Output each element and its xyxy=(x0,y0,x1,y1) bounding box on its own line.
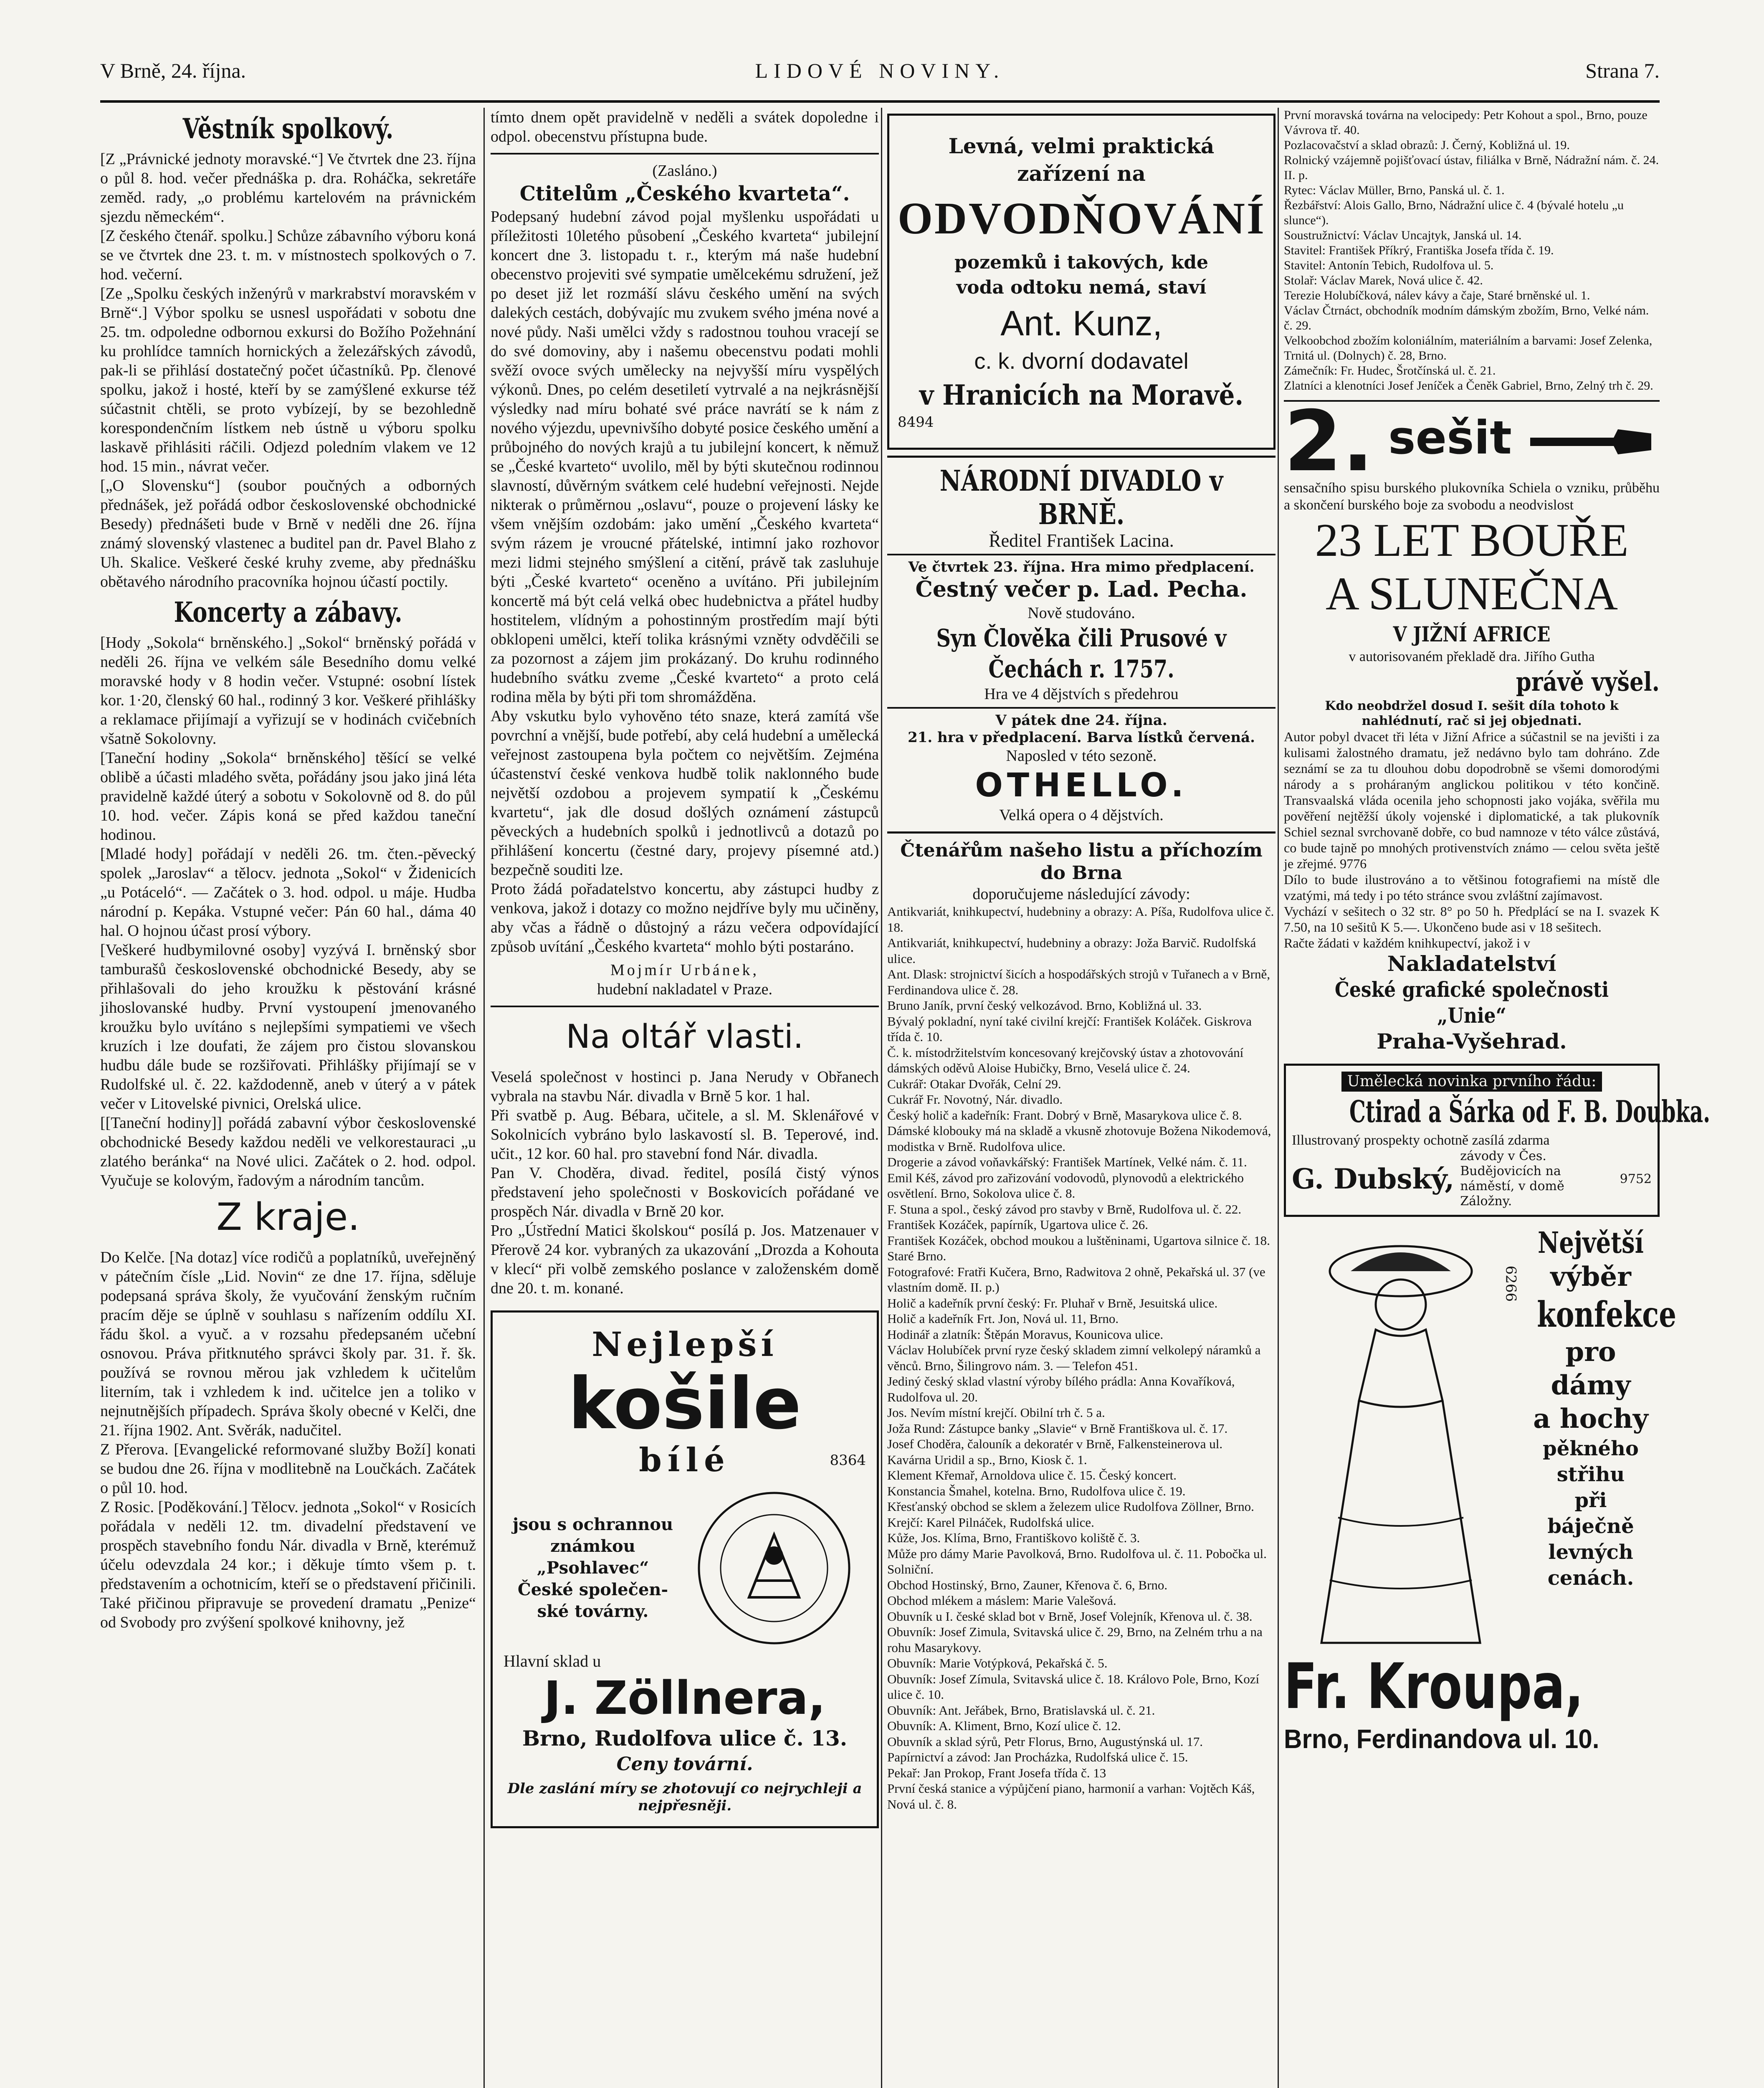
ctenarum-subtitle: doporučujeme následující závody: xyxy=(972,885,1190,903)
ad-footer: Dle zaslání míry se zhotovují co nejrychleji a nejpřesněji. xyxy=(507,1780,862,1814)
column-4 xyxy=(1284,108,1711,2088)
doporucene-zavody-list: Antikvariát, knihkupectví, hudebniny a obrazy: A. Píša, Rudolfova ulice č. 18. Antikvariát, knihkupectví, hudebniny a obrazy: Joža Barvič. Rudolfská ulice. Ant. Dlask: strojnictví šicích a hospodářských strojů v Tuřanech a v Brně, Ferdinandova ulice č. 28. Bruno Janík, první český velkozávod. Brno, Kobližná ul. 33. Bývalý pokladní, nyní také civilní krejčí: František Koláček. Giskrova třída č. 10. Č. k. místodržitelstvím koncesovaný krejčovský ústav a zhotovování dámských oděvů Aloise Hubičky, Brno, Veselá ulice č. 24. Cukrář: Otakar Dvořák, Celní 29. Cukrář Fr. Novotný, Nár. divadlo. Český holič a kadeřník: Frant. Dobrý v Brně, Masarykova ulice č. 8. Dámské klobouky má na skladě a vkusně zhotovuje Božena Nikodemová, modistka v Brně. Rudolfova ulice. Drogerie a závod voňavkářský: František Martínek, Velké nám. č. 11. Emil Kéš, závod pro zařizování vodovodů, plynovodů a elektrického osvětlení. Brno, Sokolova ulice č. 8. F. Stuna a spol., český závod pro stavby v Brně, Rudolfova ul. č. 22. František Kozáček, papírník, Ugartova ulice č. 26. František Kozáček, obchod moukou a luštěninami, Ugartova silnice č. 18. Staré Brno. Fotografové: Fratři Kučera, Brno, Radwitova 2 ohně, Pekařská ul. 37 (ve vlastním domě. II. p.) Holič a kadeřník první český: Fr. Pluhař v Brně, Jesuitská ulice. Holič a kadeřník Frt. Jon, Nová ul. 11, Brno. Hodinář a zlatník: Štěpán Moravus, Kounicova ulice. Václav Holubíček první ryze český skladem zimní velkolepý náramků a věnců. Brno, Šilingrovo nám. 3. — Telefon 451. Jediný český sklad vlastní výroby bílého prádla: Anna Kovaříková, Rudolfova ul. 20. Jos. Nevím místní krejčí. Obilní trh č. 5 a. Joža Rund: Zástupce banky „Slavie“ v Brně Františkova ul. č. 17. Josef Choděra, čalouník a dekoratér v Brně, Falkensteinerova ul. Kavárna Uridil a sp., Brno, Kiosk č. 1. Klement Křemař, Arnoldova ulice č. 15. Český koncert. Konstancia Šmahel, kotelna. Brno, Rudolfova ulice č. 19. Křesťanský obchod se sklem a železem ulice Rudolfova Zöllner, Brno. Krejčí: Karel Pilnáček, Rudolfská ulice. Kůže, Jos. Klíma, Brno, Františkovo koliště č. 3. Může pro dámy Marie Pavolková, Brno. Rudolfova ul. č. 11. Pobočka ul. Solniční. Obchod Hostinský, Brno, Zauner, Křenova č. 6, Brno. Obchod mlékem a máslem: Marie Valešová. Obuvník u I. české sklad bot v Brně, Josef Volejník, Křenova ul. č. 38. Obuvník: Josef Zimula, Svitavská ulice č. 29, Brno, na Zelném trhu a na rohu Masarykovy. Obuvník: Marie Votýpková, Pekařská č. 5. Obuvník: Josef Zímula, Svitavská ulice č. 18. Královo Pole, Brno, Kozí ulice č. 10. Obuvník: Ant. Jeřábek, Brno, Bratislavská ul. č. 21. Obuvník: A. Kliment, Brno, Kozí ulice č. 12. Obuvník a sklad sýrů, Petr Florus, Brno, Augustýnská ul. 17. Papírnictví a závod: Jan Procházka, Rudolfská ulice č. 15. Pekař: Jan Prokop, Frant Josefa třída č. 13 První česká stanice a výpůjčení piano, harmonií a varhan: Vojtěch Káš, Nová ul. č. 8. xyxy=(887,904,1274,1812)
divadlo-nove: Nově studováno. xyxy=(1028,604,1135,622)
ad-prices: Ceny tovární. xyxy=(616,1754,753,1775)
book-title-line-3: V JIŽNÍ AFRICE xyxy=(1393,622,1551,646)
divadlo-date-1: Ve čtvrtek 23. října. Hra mimo předplacení. xyxy=(908,559,1255,575)
kroupa-pri: při xyxy=(1574,1489,1607,1512)
psohlavec-trademark-logo xyxy=(682,1485,866,1652)
book-translator: v autorisovaném překladě dra. Jiřího Gutha xyxy=(1349,649,1595,664)
publisher-name: České grafické společnosti „Unie“ xyxy=(1334,977,1609,1028)
publisher-label: Nakladatelství xyxy=(1387,951,1556,976)
ad-firm-name: J. Zöllnera, xyxy=(544,1671,826,1725)
kroupa-advertisement xyxy=(1284,1225,1676,1764)
kunz-line: pozemků i takových, kde xyxy=(954,252,1208,273)
sesit-word: sešit xyxy=(1388,411,1512,464)
divadlo-play-1: Syn Člověka čili Prusové v Čechách r. 1757. xyxy=(936,624,1227,683)
ad-number: 8364 xyxy=(830,1452,866,1469)
koncerty-text: [Hody „Sokola“ brněnského.] „Sokol“ brněnský pořádá v neděli 26. října ve velkém sále Besedního domu velké moravské hody v 8 hodin večer. Vstupné: osobní lístek kor. 1·20, členský 60 hal., rodinný 3 kor. Veškeré přihlášky a reklamace přijímají a vyřizují se v hodinách cvičebních všatně Sokolovny. [Taneční hodiny „Sokola“ brněnského] těšící se velké oblibě a účasti mladého světa, pořádány jsou jako jiná léta pravidelně každé úterý a sobotu v Sokolovně od 8. do půl 10. hod. večer. Zápis koná se před každou taneční hodinou. [Mladé hody] pořádají v neděli 26. tm. čten.-pěvecký spolek „Jaroslav“ a tělocv. jednota „Sokol“ v Židenicích „u Potáceló“. — Začátek o 3. hod. odpol. u máje. Hudba národní p. Kepáka. Vstupné večer: Pán 60 hal., dáma 40 hal. O hojnou účast prosí výbory. [Veškeré hudbymilovné osoby] vyzývá I. brněnský sbor tamburašů československé obchodnické Besedy, aby se přihlašovali do jeho kroužku k pěstování krásné jihoslovanské hudby. První vystoupení jmenovaného kroužku bylo uvítáno s nejlepšími sympatiemi ve všech kruzích i lze doufati, že zájem pro čistou slovanskou hudbu dále bude se rozšiřovati. Přihlášky přijímají se v Rudolfské ul. č. 22. každodenně, aneb v úterý a v pátek večer v Litovelské pivnici, Orelská ulice. [[Taneční hodiny]] pořádá zabavní výbor československé obchodnické Besedy každou neděli ve velkorestauraci „u zlatého beránka“ na Nové ulici. Začátek o 2. hod. odpol. Vyučuje se kolovým, řadovým a národním tancům. xyxy=(100,634,476,1189)
kroupa-vertical-number: 6266 xyxy=(1502,1265,1519,1302)
divadlo-date-2: V pátek dne 24. října. xyxy=(995,712,1167,729)
kroupa-pekneho: pěkného xyxy=(1543,1437,1639,1460)
kroupa-bajecne: báječně xyxy=(1547,1515,1634,1538)
zavody-list-continued: První moravská továrna na velocipedy: Petr Kohout a spol., Brno, pouze Vávrova tř. 40. Pozlacovačství a sklad obrazů: J. Černý, Kobližná ul. 19. Rolnický vzájemně pojišťovací ústav, filiálka v Brně, Nádražní nám. č. 24. II. p. Rytec: Václav Müller, Brno, Panská ul. č. 1. Řezbářství: Alois Gallo, Brno, Nádražní ulice č. 4 (bývalé hotelu „u slunce“). Soustružnictví: Václav Uncajtyk, Janská ul. 14. Stavitel: František Příkrý, Františka Josefa třída č. 19. Stavitel: Antonín Tebich, Rudolfova ul. 5. Stolař: Václav Marek, Nová ulice č. 42. Terezie Holubíčková, nálev kávy a čaje, Staré brněnské ul. 1. Václav Čtrnáct, obchodník modním dámským zbožím, Brno, Velké nám. č. 29. Velkoobchod zbožím koloniálním, materiálním a barvami: Josef Zelenka, Trnitá ul. (Dolnych) č. 28, Brno. Zámečník: Fr. Hudec, Šrotčínská ul. č. 21. Zlatníci a klenotníci Josef Jeníček a Čeněk Gabriel, Brno, Zelný trh č. 29. xyxy=(1284,108,1659,393)
column-divider xyxy=(483,108,485,2088)
ad-headline: Nejlepší xyxy=(592,1325,778,1364)
kunz-role: c. k. dvorní dodavatel xyxy=(974,349,1189,374)
section-title-kraje: Z kraje. xyxy=(216,1195,360,1239)
lady-illustration xyxy=(1288,1225,1513,1647)
kraje-text: Do Kelče. [Na dotaz] více rodičů a poplatníků, uveřejněný v pátečním čísle „Lid. Novin“ ze dne 17. října, sděluje podepsaná správa školy, že vyučování ženským ručním pracím děje se úplně v souhlasu s nařízením oddílu XI. řádu škol. a vyuč. a v rozsahu předepsaném učební osnovou. Práva přitknutého správci školy par. 31. ř. šk. používá se rovnou měrou jak vzhledem k učitelům literním, tak i vzhledem k ind. učitelce jen a toliko v nejnutnějších případech. Správa školy obecné v Kelči, dne 21. října 1902. Ant. Svěrák, nadučitel. Z Přerova. [Evangelické reformované služby Boží] konati se budou dne 26. října v modlitebně na Loučkách. Začátek o půl 10. hod. Z Rosic. [Poděkování.] Tělocv. jednota „Sokol“ v Rosicích pořádala v neděli 12. tm. divadelní představení ve prospěch stavebního fondu Nár. divadla v Brně, kterémuž účelu odevzdala 24 kor.; i děkuje tímto všem p. t. představením a ochotnicím, kteří se o představení přičinili. Také přičinou připravuje se provedení dramatu „Penize“ od Svobody pro zvýšení spolkové knihovny, jež xyxy=(100,1249,476,1631)
ad-address: Brno, Rudolfova ulice č. 13. xyxy=(522,1726,848,1751)
kunz-line: Levná, velmi praktická xyxy=(948,134,1215,158)
column-1 xyxy=(100,108,476,2088)
divadlo-play-2: OTHELLO. xyxy=(975,767,1188,804)
column-divider xyxy=(881,108,882,2088)
book-title-line-1: 23 LET BOUŘE xyxy=(1315,514,1629,566)
kroupa-vyber: výběr xyxy=(1550,1261,1631,1292)
kosile-advertisement xyxy=(491,1310,879,1828)
kunz-name: Ant. Kunz, xyxy=(1000,304,1162,343)
sesit-number: 2. xyxy=(1284,393,1374,490)
divadlo-predplaceni: 21. hra v předplacení. Barva lístků červená. xyxy=(908,729,1255,746)
ctenarum-title: Čtenářům našeho listu a příchozím do Brna xyxy=(900,840,1263,884)
sesit-intro: sensačního spisu burského plukovníka Schiela o vzniku, průběhu a skončení burského boje za svobodu a neodvislost xyxy=(1284,480,1660,513)
section-title-vestnik: Věstník spolkový. xyxy=(182,112,394,145)
divadlo-director: Ředitel František Lacina. xyxy=(989,530,1174,551)
header-rule xyxy=(100,100,1660,103)
ad-product: košile xyxy=(568,1363,802,1445)
header-dateline: V Brně, 24. října. xyxy=(100,59,246,82)
kroupa-hochy: a hochy xyxy=(1533,1403,1648,1434)
ctitelum-text: Podepsaný hudební závod pojal myšlenku uspořádati u příležitosti 10letého působení „Českého kvarteta“ jubilejní koncert dne 3. listopadu t. r., kterým má naše hudební obecenstvo projeviti své sympatie umělcekému sdružení, jež po deset již let rozmáší slávu českého umění na svých dalekých cestách, dobývajíc mu zvukem svého jména nové a nové půdy. Naši umělci vždy s radostnou touhou vracejí se do své domoviny, aby i našemu obecenstvu podati mohli svěží ovoce svých umělecky na nejvyšší míru vyspělých výkonů. Dnes, po celém desetiletí vytrvalé a na nejkrásnější výsledky nad míru bohaté své práce navrátí se k nám z nového výjezdu, upevnivšího dobyté posice českého umění a průbojného do nových krajů a tu jubilejní koncert, k němuž se „České kvarteto“ uvolilo, měl by býti skutečnou rodinnou slavností, důvěrným svátkem celé hudební veřejnosti. Nejde nikterak o průměrnou „oslavu“, pouze o projevení lásky ke všem vnějším ozdobám: jako umění „Českého kvarteta“ svým rázem je vroucné přátelské, intimní jako rozhovor mezi lidmi stejného smýšlení a citění, právě tak zasluhuje býti „České kvarteto“ oceněno a uvítáno. Při jubilejním koncertě má být celá velká obec hudebnictva a přátel hudby hostitelem, vlídným a pohostinným prostředím mají býti obklopeni umělci, kteří tolika krásnými vzněty odvděčili se za pozornost a zájem jim prokázaný. Do kruhu rodinného hudebního svátku zveme „České kvarteto“ a proto celá rodina měla by býti při tom shromážděna. Aby vskutku bylo vyhověno této snaze, která zamítá vše povrchní a vnější, bude potřebí, aby celá hudební a umělecká veřejnost zastoupena byla počtem co největším. Zejména účastenství české venkova hudbě tolik naklonného bude největší ozdobou a projevem sympatií k „Českému kvartetu“, jak dle dosud došlých oznámení zástupců pěveckých a hudebních spolků i jednotlivců a dotazů po přihlášení koncertu (čestné dary, projevy písemné atd.) bezpečně souditi lze. Proto žádá pořadatelstvo koncertu, aby zástupci hudby z venkova, jakož i dotazy co možno nejdříve byly mu učiněny, aby včas a řádně o důstojný a rázu večera odpovídající způsob uvítání „Českého kvarteta“ mohlo býti postaráno. xyxy=(491,208,879,955)
kroupa-konfekce: konfekce xyxy=(1537,1294,1676,1335)
book-vysel: právě vyšel. xyxy=(1516,666,1660,697)
kunz-title: ODVODŇOVÁNÍ xyxy=(898,194,1266,243)
divider xyxy=(491,1006,879,1007)
kroupa-strihu: střihu xyxy=(1556,1463,1625,1486)
sesit-heading xyxy=(1284,393,1660,490)
section-title-ctitelum: Ctitelům „Českého kvarteta“. xyxy=(519,182,850,205)
doubek-text: Illustrovaný prospekty ochotně zasílá zdarma xyxy=(1292,1133,1550,1148)
ad-sklad-label: Hlavní sklad u xyxy=(504,1652,601,1670)
doubek-heading: Umělecká novinka prvního řádu: xyxy=(1341,1072,1602,1092)
doubek-number: 9752 xyxy=(1620,1171,1652,1186)
kroupa-name: Fr. Kroupa, xyxy=(1284,1650,1584,1723)
book-description: Autor pobyl dvacet tři léta v Jižní Africe a súčastnil se na jevišti i za kulisami žalostného dramatu, jež nedávno bylo tam dohráno. Zde seznámí se za tu dlouhou dobu dopodrobně se všemi domorodými národy a s proháraným anglickou politikou v této končině. Transvaalská vláda ocenila jeho schopnosti jako vojáka, svěřila mu pověření nejtěžší úkoly vojenské i diplomatické, a tak plukovník Schiel seznal svrchovaně dobře, co bud namnoze v této válce zůstává, co bude tajně po mnohých protivenstvích známo — celou světa ještě je zřejmé. 9776 Dílo to bude ilustrováno a to většinou fotografiemi na místě dle vzatými, má tedy i po této stránce svou zvláštní zajímavost. Vychází v sešitech o 32 str. 8° po 50 h. Předplácí se na I. svazek K 7.50, na 10 sešitů K 5.—. Ukončeno bude asi v 18 sešitech. Račte žádati v každém knihkupectví, jakož i v xyxy=(1284,729,1660,950)
doubek-address: závody v Čes. Budějovicích na náměstí, v domě Záložny. xyxy=(1460,1149,1564,1209)
divadlo-program xyxy=(887,456,1276,834)
book-note: Kdo neobdržel dosud I. sešit díla tohoto k nahlédnutí, rač si jej objednati. xyxy=(1325,699,1619,728)
kunz-line: zařízení na xyxy=(1017,161,1146,186)
page-header xyxy=(100,58,1660,92)
vestnik-text: [Z „Právnické jednoty moravské.“] Ve čtvrtek dne 23. října o půl 8. hod. večer přednáška p. dra. Roháčka, sekretáře zeměd. rady, „o problému kartelovém na právnickém sjezdu německém“. [Z českého čtenář. spolku.] Schůze zábavního výboru koná se ve čtvrtek dne 23. t. m. v místnostech spolkových o 7. hod. večerní. [Ze „Spolku českých inženýrů v markrabství moravském v Brně“.] Výbor spolku se usnesl uspořádati v sobotu dne 25. tm. odpoledne odbornou exkursi do Božího Požehnání ku prohlídce tamních hornických a železářských závodů, pak-li se přihlásí dostatečný počet účastníků. Pp. členové spolku, jakož i hosté, kteří by se zamýšlené exkurse též súčastnit chtěli, se proto vybízejí, by se bezohledně korespondenčním lístkem neb ústně u výboru spolku laskavě přihlásiti ráčili. Odjezd poledním vlakem ve 12 hod. 15 min., návrat večer. [„O Slovensku“] (soubor poučných a odborných přednášek, jež pořádá odbor československé obchodnické Besedy) přednášeti bude v Brně v neděli dne 26. října známý slovenský vlastenec a buditel pan dr. Pavel Blaho z Uh. Skalice. Veškeré české kruhy zveme, aby přednášku obětavého národního pracovníka hojnou účastí poctily. xyxy=(100,150,476,590)
signature-name: Mojmír Urbánek, xyxy=(610,961,759,979)
doubek-title: Ctirad a Šárka od F. B. Doubka. xyxy=(1349,1094,1711,1129)
header-masthead: LIDOVÉ NOVINY. xyxy=(755,59,1005,82)
column-divider xyxy=(1278,108,1279,2088)
doubek-advertisement xyxy=(1284,1064,1711,1217)
continued-text: tímto dnem opět pravidelně v neděli a svátek dopoledne i odpol. obecenstvu přístupna bude. xyxy=(491,109,879,145)
kunz-advertisement xyxy=(887,114,1276,450)
section-title-koncerty: Koncerty a zábavy. xyxy=(174,596,402,628)
ad-color: bílé xyxy=(639,1441,731,1479)
pointing-hand-icon xyxy=(1530,425,1655,459)
divadlo-play-1-sub: Hra ve 4 dějstvích s předehrou xyxy=(984,685,1179,703)
kroupa-address: Brno, Ferdinandova ul. 10. xyxy=(1284,1724,1599,1754)
divider xyxy=(491,153,879,155)
kunz-place: v Hranicích na Moravě. xyxy=(919,379,1244,411)
signature-title: hudební nakladatel v Praze. xyxy=(597,981,772,998)
section-title-oltar: Na oltář vlasti. xyxy=(566,1018,804,1056)
publisher-city: Praha-Vyšehrad. xyxy=(1377,1029,1567,1054)
divadlo-title: NÁRODNÍ DIVADLO v BRNĚ. xyxy=(939,464,1223,531)
book-title-line-2: A SLUNEČNA xyxy=(1325,568,1618,620)
kroupa-largest: Největší xyxy=(1538,1225,1644,1260)
doubek-name: G. Dubský, xyxy=(1292,1163,1455,1195)
ad-trademark-text: jsou s ochrannou známkou „Psohlavec“ České společen- ské továrny. xyxy=(512,1515,673,1621)
column-2 xyxy=(491,108,879,2088)
kunz-number: 8494 xyxy=(898,414,934,431)
divider xyxy=(887,554,1276,555)
divider xyxy=(887,707,1276,709)
oltar-text: Veselá společnost v hostinci p. Jana Nerudy v Obřanech vybrala na stavbu Nár. divadla v Brně 5 kor. 1 hal. Při svatbě p. Aug. Bébara, učitele, a sl. M. Sklenářové v Sokolnicích vybráno bylo laskavostí sl. B. Teperové, ind. učit., 12 kor. 60 hal. pro stavební fond Nár. divadla. Pan V. Choděra, divad. ředitel, posílá čistý výnos představení jeho společnosti v Boskovicích pořádané ve prospěch Nár. divadla v Brně 20 kor. Pro „Ústřední Matici školskou“ posílá p. Jos. Matzenauer v Přerově 24 kor. vybraných za ukazování „Drozda a Kohouta v klecí“ při volbě zemského poslance v založenském domě dne 20. t. m. konané. xyxy=(491,1068,879,1297)
divadlo-play-2-sub: Velká opera o 4 dějstvích. xyxy=(999,806,1164,824)
divadlo-cestny-vecer: Čestný večer p. Lad. Pecha. xyxy=(915,577,1248,602)
kunz-line: voda odtoku nemá, staví xyxy=(956,277,1207,298)
zaslano-label: (Zasláno.) xyxy=(652,162,717,180)
column-3 xyxy=(887,108,1276,2088)
header-page-number: Strana 7. xyxy=(1585,59,1660,82)
kroupa-cenach: cenách. xyxy=(1547,1566,1634,1590)
kroupa-pro-damy: pro dámy xyxy=(1551,1336,1631,1401)
kroupa-levnych: levných xyxy=(1548,1541,1633,1564)
divadlo-naposled: Naposled v této sezoně. xyxy=(1006,747,1157,765)
